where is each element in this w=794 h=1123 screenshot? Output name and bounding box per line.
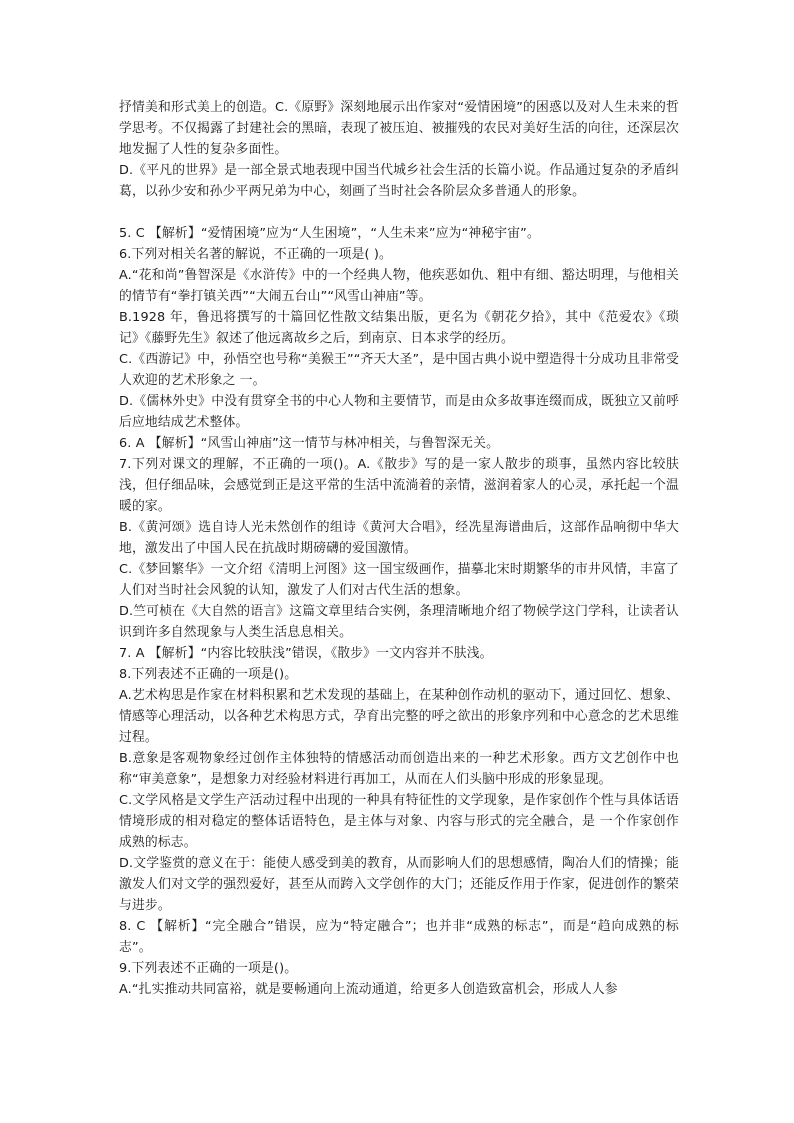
question-7-option-d: D.竺可桢在《大自然的语言》这篇文章里结合实例，条理清晰地介绍了物候学这门学科，让读者认识到许多自然现象与人类生活息息相关。 bbox=[119, 604, 679, 640]
question-9-option-a: A.“扎实推动共同富裕，就是要畅通向上流动通道，给更多人创造致富机会，形成人人参 bbox=[119, 982, 618, 997]
question-6: 6.下列对相关名著的解说，不正确的一项是( )。 bbox=[119, 247, 393, 262]
question-8-option-c: C.文学风格是文学生产活动过程中出现的一种具有特征性的文学现象，是作家创作个性与具体话语情境形成的相对稳定的整体话语特色，是主体与对象、内容与形式的完全融合，是 一个作家创作成熟的标志。 bbox=[119, 793, 679, 850]
answer-8: 8. C 【解析】“完全融合”错误，应为“特定融合”；也并非“成熟的标志”，而是“趋向成熟的标志”。 bbox=[119, 919, 679, 955]
question-7-option-a: 7.下列对课文的理解，不正确的一项()。A.《散步》写的是一家人散步的琐事，虽然内容比较肤浅，但仔细品味，会感觉到正是这平常的生活中流淌着的亲情，滋润着家人的心灵，承托起一个温暖的家。 bbox=[119, 457, 679, 514]
paragraph-c-yuanye: 抒情美和形式美上的创造。C.《原野》深刻地展示出作家对“爱情困境”的困惑以及对人生未来的哲学思考。不仅揭露了封建社会的黑暗，表现了被压迫、被摧残的农民对美好生活的向往，还深层次地发掘了人性的复杂多面性。 bbox=[119, 100, 679, 157]
question-8: 8.下列表述不正确的一项是()。 bbox=[119, 667, 298, 682]
paragraph-spacer bbox=[119, 202, 679, 223]
question-6-option-c: C.《西游记》中，孙悟空也号称“美猴王”“齐天大圣”，是中国古典小说中塑造得十分成功且非常受人欢迎的艺术形象之 一。 bbox=[119, 352, 679, 388]
question-8-option-d: D.文学鉴赏的意义在于：能使人感受到美的教育，从而影响人们的思想感情，陶冶人们的情操；能激发人们对文学的强烈爱好，甚至从而跨入文学创作的大门；还能反作用于作家，促进创作的繁荣与进步。 bbox=[119, 856, 679, 913]
question-6-option-b: B.1928 年，鲁迅将撰写的十篇回忆性散文结集出版，更名为《朝花夕拾》，其中《范爱农》《琐记》《藤野先生》叙述了他远离故乡之后，到南京、日本求学的经历。 bbox=[119, 310, 679, 346]
question-8-option-a: A.艺术构思是作家在材料积累和艺术发现的基础上，在某种创作动机的驱动下，通过回忆、想象、情感等心理活动，以各种艺术构思方式，孕育出完整的呼之欲出的形象序列和中心意念的艺术思维过程。 bbox=[119, 688, 679, 745]
question-6-option-a: A.“花和尚”鲁智深是《水浒传》中的一个经典人物，他疾恶如仇、粗中有细、豁达明理，与他相关的情节有“拳打镇关西”“大闹五台山”“风雪山神庙”等。 bbox=[119, 268, 679, 304]
document-page bbox=[119, 97, 679, 1000]
answer-6: 6. A 【解析】“风雪山神庙”这一情节与林冲相关，与鲁智深无关。 bbox=[119, 436, 500, 451]
question-8-option-b: B.意象是客观物象经过创作主体独特的情感活动而创造出来的一种艺术形象。西方文艺创作中也称“审美意象”，是想象力对经验材料进行再加工，从而在人们头脑中形成的形象显现。 bbox=[119, 751, 679, 787]
question-7-option-b: B.《黄河颂》选自诗人光未然创作的组诗《黄河大合唱》，经冼星海谱曲后，这部作品响彻中华大地，激发出了中国人民在抗战时期磅礴的爱国激情。 bbox=[119, 520, 679, 556]
question-6-option-d: D.《儒林外史》中没有贯穿全书的中心人物和主要情节，而是由众多故事连缀而成，既独立又前呼后应地结成艺术整体。 bbox=[119, 394, 679, 430]
question-7-option-c: C.《梦回繁华》一文介绍《清明上河图》这一国宝级画作，描摹北宋时期繁华的市井风情，丰富了人们对当时社会风貌的认知，激发了人们对古代生活的想象。 bbox=[119, 562, 679, 598]
question-9: 9.下列表述不正确的一项是()。 bbox=[119, 961, 298, 976]
answer-7: 7. A 【解析】“内容比较肤浅”错误，《散步》一文内容并不肤浅。 bbox=[119, 646, 493, 661]
paragraph-d-pingfan: D.《平凡的世界》是一部全景式地表现中国当代城乡社会生活的长篇小说。作品通过复杂的矛盾纠葛，以孙少安和孙少平两兄弟为中心，刻画了当时社会各阶层众多普通人的形象。 bbox=[119, 163, 679, 199]
answer-5: 5. C 【解析】“爱情困境”应为“人生困境”，“人生未来”应为“神秘宇宙”。 bbox=[119, 226, 540, 241]
